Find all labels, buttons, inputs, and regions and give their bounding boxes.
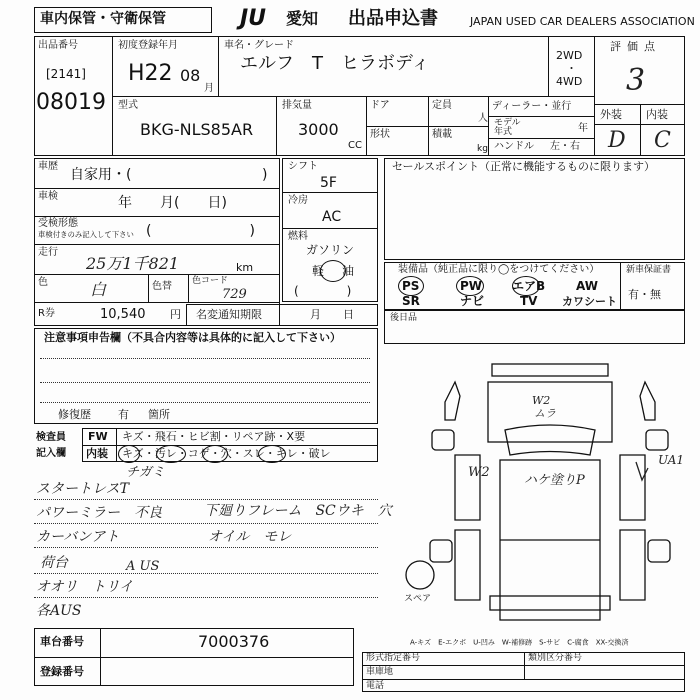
warranty-value: 有・無 bbox=[628, 288, 661, 301]
shape-label: 形状 bbox=[370, 129, 390, 140]
lot-number: 08019 bbox=[36, 90, 106, 115]
ac-label: 冷房 bbox=[288, 195, 308, 206]
hw-note-8: A US bbox=[126, 559, 160, 574]
diag-w2-left: W2 bbox=[468, 465, 490, 480]
name-change-value: 月 日 bbox=[310, 308, 354, 321]
warranty-label: 新車保証書 bbox=[626, 265, 672, 275]
diag-w2-top: W2 bbox=[532, 394, 551, 407]
assoc-name: JAPAN USED CAR DEALERS ASSOCIATION bbox=[470, 15, 695, 28]
hw-note-9: 各AUS bbox=[36, 603, 82, 619]
equip-pw: PW bbox=[460, 279, 483, 293]
color-code-label: 色コード bbox=[192, 276, 229, 286]
int-circle-1 bbox=[118, 445, 140, 463]
recv-label: 受検形態 bbox=[38, 218, 78, 229]
form-title: 出品申込書 bbox=[348, 8, 438, 29]
chassis-value: 7000376 bbox=[198, 632, 270, 651]
class-label: 類別区分番号 bbox=[528, 653, 583, 663]
disp-label: 排気量 bbox=[282, 100, 312, 111]
first-reg-era: H22 bbox=[128, 61, 173, 86]
storage-text: 車内保管・守衛保管 bbox=[40, 11, 166, 27]
phone-label: 電話 bbox=[366, 681, 385, 691]
model-value: BKG-NLS85AR bbox=[140, 120, 254, 139]
mileage-value: 25万1千821 bbox=[86, 254, 180, 273]
inspection-value: 年 月( 日) bbox=[118, 195, 227, 211]
ps-circle bbox=[398, 276, 424, 296]
hw-note-7: オオリ トリイ bbox=[36, 579, 134, 595]
equip-leather: カワシート bbox=[562, 295, 617, 308]
fuel-circle bbox=[320, 260, 346, 282]
model-year-label1: モデル bbox=[494, 118, 521, 128]
drive-4wd: 4WD bbox=[556, 75, 583, 88]
legend: A-キズ E-エクボ U-凹み W-補修跡 S-サビ C-腐食 XX-交換済 bbox=[410, 639, 629, 648]
sales-block bbox=[384, 158, 685, 260]
int-score: C bbox=[654, 128, 671, 153]
car-name-label: 車名・グレード bbox=[224, 40, 294, 51]
lot-label: 出品番号 bbox=[38, 40, 78, 51]
model-year-label2: 年式 bbox=[494, 127, 513, 137]
org-name: 愛知 bbox=[286, 9, 319, 28]
car-name: エルフ T ヒラボディ bbox=[240, 53, 430, 74]
lot-sub: [2141] bbox=[46, 67, 86, 81]
shift-label: シフト bbox=[288, 161, 318, 172]
history-value: 自家用・( bbox=[70, 167, 132, 183]
color-code-value: 729 bbox=[222, 287, 247, 302]
afterfit-label: 後日品 bbox=[390, 313, 418, 323]
ext-score: D bbox=[608, 128, 626, 153]
reg-label: 登録番号 bbox=[40, 665, 84, 678]
equip-tv: TV bbox=[520, 294, 538, 308]
score-label: 評価点 bbox=[610, 40, 661, 53]
month-unit: 月 bbox=[204, 83, 214, 94]
equip-sr: SR bbox=[402, 294, 420, 308]
first-reg-month: 08 bbox=[180, 66, 201, 85]
drive-dot: ・ bbox=[566, 62, 577, 75]
history-close: ) bbox=[262, 167, 268, 183]
ext-label: 外装 bbox=[600, 108, 622, 121]
diag-mura: ムラ bbox=[534, 407, 556, 420]
color-label: 色 bbox=[38, 277, 48, 288]
hw-chigami: チガミ bbox=[126, 465, 165, 480]
hw-note-5: オイル モレ bbox=[208, 529, 292, 545]
int-label2: 内装 bbox=[86, 447, 108, 460]
disp-unit: CC bbox=[348, 140, 362, 151]
type-cert-label: 形式指定番号 bbox=[366, 653, 421, 663]
mileage-unit: km bbox=[236, 261, 254, 274]
hw-note-1: スタートレスT bbox=[36, 481, 129, 497]
shift-value: 5F bbox=[320, 175, 337, 191]
mileage-label: 走行 bbox=[38, 247, 58, 258]
score-value: 3 bbox=[626, 63, 646, 98]
fuel-oil: 油 bbox=[342, 264, 355, 278]
int-circle-2 bbox=[156, 445, 186, 463]
diag-ua1: UA1 bbox=[658, 453, 685, 467]
color-change-label: 色替 bbox=[152, 281, 172, 292]
first-reg-label: 初度登録年月 bbox=[118, 40, 178, 51]
sales-label: セールスポイント（正常に機能するものに限ります） bbox=[392, 160, 656, 173]
diag-hake: ハケ塗りP bbox=[524, 473, 585, 488]
history-label: 車歴 bbox=[38, 161, 58, 172]
notes-label: 注意事項申告欄（不具合内容等は具体的に記入して下さい） bbox=[44, 331, 341, 344]
hw-note-3: 下廻りフレーム SCウキ 穴 bbox=[204, 503, 392, 519]
capacity-label: 定員 bbox=[432, 100, 452, 111]
repair-value: 有 bbox=[118, 408, 129, 421]
disp-value: 3000 bbox=[298, 120, 339, 139]
model-label: 型式 bbox=[118, 100, 138, 111]
recycle-label: R券 bbox=[38, 308, 55, 319]
capacity-unit: 人 bbox=[478, 113, 488, 124]
recv-paren: ( ) bbox=[146, 223, 255, 239]
inspection-label: 車検 bbox=[38, 191, 58, 202]
load-label: 積載 bbox=[432, 129, 452, 140]
ju-logo: JU bbox=[240, 6, 267, 31]
equip-airbag: エアB bbox=[512, 279, 546, 293]
airbag-circle bbox=[512, 276, 540, 296]
afterfit-block bbox=[384, 310, 685, 344]
owner-label: 車庫地 bbox=[366, 667, 394, 677]
int-circle-4 bbox=[258, 445, 286, 463]
color-value: 白 bbox=[90, 280, 107, 299]
int-circle-3 bbox=[202, 445, 228, 463]
recycle-unit: 円 bbox=[170, 308, 181, 321]
drive-2wd: 2WD bbox=[556, 49, 583, 62]
hw-note-6: 荷台 bbox=[40, 555, 68, 571]
fuel-paren: ( ) bbox=[294, 284, 352, 298]
equipment-label: 装備品（純正品に限り◯をつけてください） bbox=[398, 264, 600, 275]
hw-note-4: カーバンアト bbox=[36, 529, 120, 545]
repair-place: 箇所 bbox=[148, 408, 170, 421]
ac-value: AC bbox=[322, 209, 342, 225]
pw-circle bbox=[456, 276, 484, 296]
fuel-label: 燃料 bbox=[288, 231, 308, 242]
spare-label: スペア bbox=[404, 594, 432, 604]
model-year-unit: 年 bbox=[578, 123, 588, 134]
load-unit: kg bbox=[477, 144, 488, 154]
door-label: ドア bbox=[370, 100, 390, 111]
fuel-gas: ガソリン bbox=[306, 243, 355, 257]
repair-label: 修復歴 bbox=[58, 408, 91, 421]
fuel-light: 軽 bbox=[312, 264, 325, 278]
fw-label: FW bbox=[88, 430, 108, 443]
dealer-label: ディーラー・並行 bbox=[492, 101, 572, 112]
equip-aw: AW bbox=[576, 279, 598, 293]
handle-value: 左・右 bbox=[550, 141, 580, 152]
inspector-label2: 記入欄 bbox=[36, 448, 66, 459]
name-change-label: 名変通知期限 bbox=[196, 308, 262, 321]
recycle-value: 10,540 bbox=[100, 307, 146, 322]
fw-items: キズ・飛石・ヒビ割・リペア跡・X要 bbox=[122, 430, 306, 443]
chassis-label: 車台番号 bbox=[40, 635, 84, 648]
equip-ps: PS bbox=[402, 279, 420, 293]
int-items: キズ・汚レ・コゲ・穴・スレ・キレ・破レ bbox=[122, 447, 331, 460]
inspector-label1: 検査員 bbox=[36, 432, 66, 443]
recv-note: 車検付きのみ記入して下さい bbox=[38, 231, 134, 240]
handle-label: ハンドル bbox=[494, 141, 534, 152]
hw-note-2: パワーミラー 不良 bbox=[36, 505, 162, 521]
equip-navi: ナビ bbox=[460, 294, 485, 308]
int-label: 内装 bbox=[646, 108, 668, 121]
